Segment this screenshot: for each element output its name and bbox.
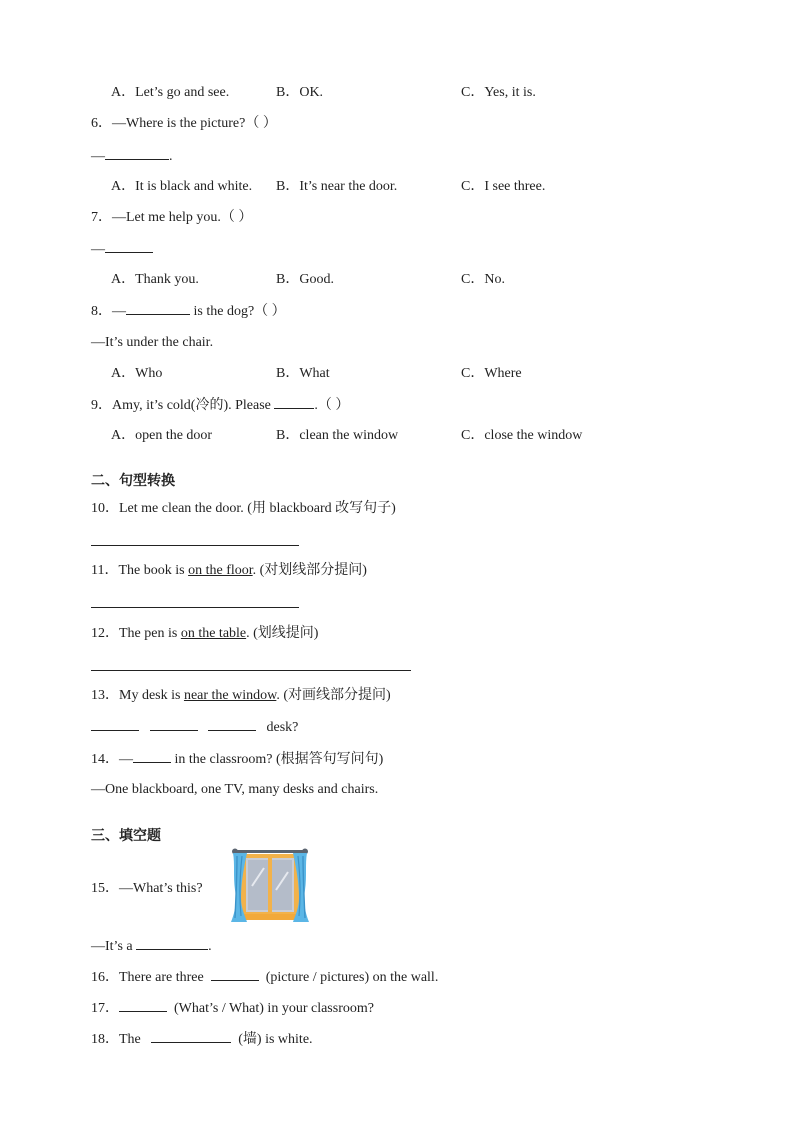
q6-stem: 6．—Where is the picture?（ ） (91, 116, 277, 131)
q18-text (91, 1030, 313, 1049)
q16-suffix: (picture / pictures) on the wall. (262, 970, 439, 985)
q6-blank[interactable] (105, 147, 169, 160)
section-3-title: 三、填空题 (91, 828, 161, 844)
q15-answer-line (91, 937, 212, 956)
q8-option-c: C．Where (461, 366, 522, 381)
q7-option-b: B．Good. (276, 272, 334, 287)
q11-underlined: on the floor (188, 563, 253, 578)
q17-blank[interactable] (119, 999, 167, 1012)
q12-prefix: 12．The pen is (91, 626, 181, 641)
q11-suffix: . (对划线部分提问) (252, 563, 367, 578)
q9-suffix: .（ ） (314, 398, 350, 413)
q6-period: . (169, 149, 173, 164)
q14-prefix: 14．— (91, 752, 133, 767)
q14-blank[interactable] (133, 750, 171, 763)
q8-blank[interactable] (126, 302, 190, 315)
q6-option-b: B．It’s near the door. (276, 179, 398, 194)
q17-suffix: (What’s / What) in your classroom? (170, 1001, 374, 1016)
q11-text (91, 562, 367, 580)
q8-stem (91, 302, 286, 321)
q15-answer-suffix: . (208, 939, 212, 954)
q9-option-b: B．clean the window (276, 428, 399, 443)
q5-option-c: C．Yes, it is. (461, 85, 536, 100)
q11-answer-line[interactable] (91, 607, 299, 608)
q18-blank[interactable] (151, 1030, 231, 1043)
q8-answer: —It’s under the chair. (91, 335, 214, 350)
q10-answer-line[interactable] (91, 545, 299, 546)
q14-suffix: in the classroom? (根据答句写问句) (171, 752, 384, 767)
q18-prefix: 18．The (91, 1032, 145, 1047)
q10-text: 10．Let me clean the door. (用 blackboard 改写句子) (91, 501, 396, 516)
q12-underlined: on the table (180, 626, 247, 641)
q13-tail: desk? (266, 720, 299, 735)
q16-text (91, 968, 438, 987)
q8-prefix: 8．— (91, 304, 126, 319)
q12-suffix: . (划线提问) (246, 626, 319, 641)
q13-prefix: 13．My desk is (91, 688, 184, 703)
q14-text (91, 750, 383, 769)
q13-answer-line (91, 718, 298, 737)
q9-option-a: A．open the door (111, 428, 213, 443)
q15-stem: 15．—What’s this? (91, 881, 203, 896)
q9-blank[interactable] (274, 396, 314, 409)
q7-option-c: C．No. (461, 272, 505, 287)
q6-option-c: C．I see three. (461, 179, 546, 194)
q11-prefix: 11．The book is (91, 563, 189, 578)
q18-suffix: (墙) is white. (234, 1032, 313, 1047)
q7-stem: 7．—Let me help you.（ ） (91, 210, 253, 225)
q8-option-a: A．Who (111, 366, 163, 381)
q8-option-b: B．What (276, 366, 330, 381)
q5-option-a: A．Let’s go and see. (111, 85, 230, 100)
q12-text (91, 625, 318, 643)
q7-option-a: A．Thank you. (111, 272, 199, 287)
q9-prefix: 9．Amy, it’s cold(冷的). Please (91, 398, 275, 413)
q9-option-c: C．close the window (461, 428, 583, 443)
window-picture (227, 846, 313, 926)
q7-dash: — (91, 242, 105, 257)
q13-blank-1[interactable] (91, 718, 139, 731)
q13-text (91, 687, 391, 705)
q16-prefix: 16．There are three (91, 970, 208, 985)
q7-blank[interactable] (105, 240, 153, 253)
q13-blank-2[interactable] (150, 718, 198, 731)
q15-blank[interactable] (136, 937, 208, 950)
q13-blank-3[interactable] (208, 718, 256, 731)
q6-answer-line (91, 147, 173, 166)
q14-answer: —One blackboard, one TV, many desks and chairs. (91, 782, 379, 797)
q17-prefix: 17． (91, 1001, 119, 1016)
q12-answer-line[interactable] (91, 670, 411, 671)
q15-answer-prefix: —It’s a (91, 939, 137, 954)
q6-option-a: A．It is black and white. (111, 179, 253, 194)
q6-dash: — (91, 149, 105, 164)
q5-option-b: B．OK. (276, 85, 324, 100)
q7-answer-line (91, 240, 153, 259)
q13-suffix: . (对画线部分提问) (276, 688, 391, 703)
section-2-title: 二、句型转换 (91, 473, 175, 489)
q17-text (91, 999, 374, 1018)
q16-blank[interactable] (211, 968, 259, 981)
q13-underlined: near the window (183, 688, 277, 703)
q9-stem (91, 396, 349, 415)
q8-suffix: is the dog?（ ） (190, 304, 286, 319)
